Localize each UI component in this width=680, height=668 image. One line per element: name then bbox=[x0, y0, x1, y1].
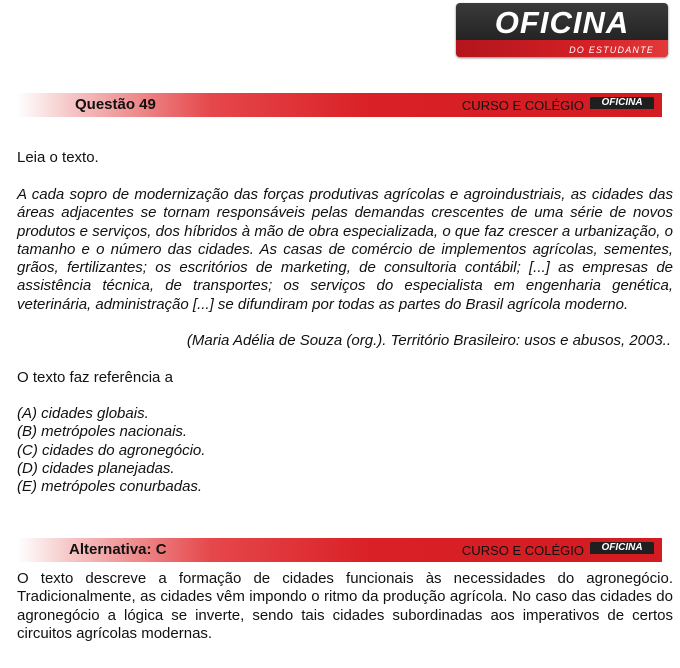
logo-subtitle: DO ESTUDANTE bbox=[569, 45, 654, 55]
option-d: (D) cidades planejadas. bbox=[17, 459, 175, 477]
header-tag: CURSO E COLÉGIO bbox=[461, 98, 584, 113]
oficina-logo bbox=[456, 3, 668, 57]
answer-header-bar bbox=[17, 538, 662, 562]
question-passage: A cada sopro de modernização das forças produtivas agrícolas e agroindustriais, as cidades das áreas adjacentes se tornam responsáveis pelas demandas crescentes de uma série de novos produtos e serviços, dos híbridos à mão de obra especializada, o que faz crescer a urbanização, o tamanho e o número das cidades. As casas de comércio de implementos agrícolas, sementes, grãos, fertilizantes; os escritórios de marketing, de consultoria contábil; [...] as empresas de assistência técnica, de transportes; os serviços do especialista em engenharia genética, veterinária, administração [...] se difundiram por todas as partes do Brasil agrícola moderno. bbox=[17, 186, 673, 313]
answer-explanation: O texto descreve a formação de cidades funcionais às necessidades do agronegócio. Tradicionalmente, as cidades vêm impondo o ritmo da produção agrícola. No caso das cidades do agronegócio a lógica se inverte, sendo tais cidades subordinadas aos imperativos de certos circuitos agrícolas modernas. bbox=[17, 570, 673, 642]
logo-wordmark: OFICINA bbox=[494, 5, 630, 40]
mini-logo-strip bbox=[590, 554, 654, 557]
option-c: (C) cidades do agronegócio. bbox=[17, 441, 206, 459]
option-e: (E) metrópoles conurbadas. bbox=[17, 478, 203, 496]
option-a: (A) cidades globais. bbox=[17, 405, 149, 422]
mini-logo-wordmark: OFICINA bbox=[601, 97, 643, 108]
passage-citation: (Maria Adélia de Souza (org.). Território Brasileiro: usos e abusos, 2003.. bbox=[186, 332, 671, 349]
question-prompt: O texto faz referência a bbox=[17, 369, 173, 386]
question-number: Questão 49 bbox=[75, 96, 156, 113]
mini-logo bbox=[590, 542, 654, 557]
header-tag: CURSO E COLÉGIO bbox=[461, 543, 584, 558]
question-header-bar bbox=[17, 93, 662, 117]
option-b: (B) metrópoles nacionais. bbox=[17, 423, 188, 441]
mini-logo bbox=[590, 97, 654, 112]
answer-label: Alternativa: C bbox=[69, 541, 167, 558]
mini-logo-strip bbox=[590, 109, 654, 112]
answer-options bbox=[17, 405, 673, 496]
mini-logo-wordmark: OFICINA bbox=[601, 542, 643, 553]
question-intro: Leia o texto. bbox=[17, 149, 99, 166]
